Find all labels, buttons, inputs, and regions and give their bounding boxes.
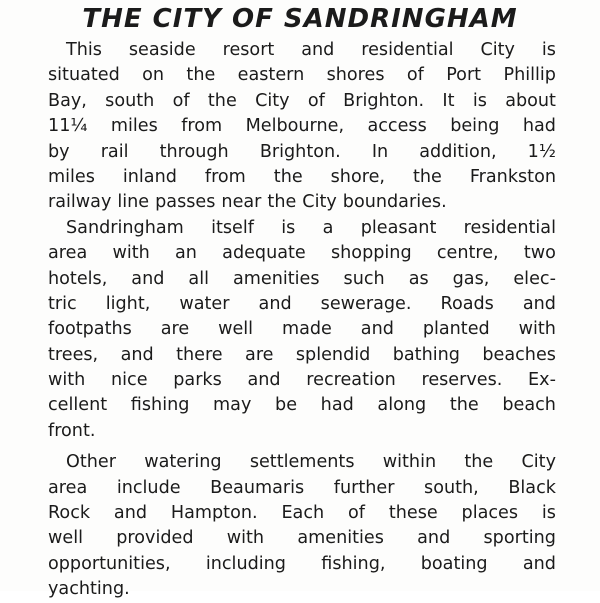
text-line [48, 216, 556, 241]
word: within [382, 452, 437, 473]
word: addition, [419, 141, 497, 162]
word: shores [326, 65, 385, 86]
text-line [48, 317, 556, 342]
word: is [472, 90, 487, 111]
text-line [48, 368, 556, 393]
word: inland [122, 166, 177, 187]
word: provided [116, 528, 194, 549]
word: south, [424, 477, 479, 498]
word: Each [281, 503, 325, 524]
word: residential [361, 40, 454, 60]
word: Hampton. [170, 503, 258, 524]
word: cellent [48, 395, 108, 416]
word: about [505, 90, 556, 111]
text-line [48, 343, 556, 368]
word: of [172, 90, 190, 111]
word: Brighton. [259, 141, 341, 162]
word: Ex- [528, 370, 556, 391]
word: by [48, 141, 70, 162]
word: along [377, 395, 427, 416]
word: fishing [130, 395, 190, 416]
word: yachting. [48, 579, 130, 600]
word: may [213, 395, 252, 416]
word: water [179, 293, 230, 314]
word: 11¼ [48, 116, 88, 137]
word: and [301, 40, 335, 60]
word: well [48, 528, 83, 549]
word: these [388, 503, 438, 524]
document-title: THE CITY OF SANDRINGHAM [82, 4, 518, 34]
word: bathing [392, 344, 460, 365]
word: and [247, 370, 281, 391]
word: beaches [482, 344, 556, 365]
word: had [522, 116, 556, 137]
text-line [48, 450, 556, 475]
word: all [188, 268, 209, 289]
word: the [273, 166, 303, 187]
word: resort [222, 40, 275, 60]
word: amenities [297, 528, 384, 549]
word: City [255, 90, 290, 111]
word: area [48, 477, 88, 498]
word: planted [422, 319, 490, 340]
word: well [218, 319, 254, 340]
word: Frankston [469, 166, 556, 187]
word: recreation [306, 370, 396, 391]
word: amenities [232, 268, 320, 289]
word: light, [105, 293, 151, 314]
word: with [112, 243, 150, 264]
word: and [417, 528, 451, 549]
word: are [245, 344, 274, 365]
word: line [117, 192, 150, 213]
word: and [120, 344, 154, 365]
word: of [348, 503, 365, 524]
word: on [142, 65, 165, 86]
word: miles [48, 166, 95, 187]
word: elec- [513, 268, 556, 289]
word: had [320, 395, 354, 416]
word: watering [144, 452, 222, 473]
word: hotels, [48, 268, 108, 289]
word: is [541, 503, 556, 524]
word: This [66, 40, 102, 60]
word: further [333, 477, 395, 498]
word: Melbourne, [245, 116, 345, 137]
text-line [48, 165, 556, 190]
word: boundaries. [342, 192, 447, 213]
text-line [48, 89, 556, 114]
word: railway [48, 192, 112, 213]
word: miles [110, 116, 158, 137]
word: parks [173, 370, 222, 391]
word: boating [420, 553, 488, 574]
text-line [48, 292, 556, 317]
word: In [371, 141, 389, 162]
word: from [204, 166, 246, 187]
word: Beaumaris [210, 477, 305, 498]
word: nice [111, 370, 148, 391]
word: there [176, 344, 223, 365]
word: the [464, 452, 494, 473]
word: tric [48, 293, 77, 314]
word: include [116, 477, 181, 498]
word: a [322, 217, 334, 238]
article-body [48, 38, 556, 603]
word: access [367, 116, 427, 137]
word: through [159, 141, 229, 162]
text-line [48, 476, 556, 501]
word: Bay, [48, 90, 87, 111]
word: from [181, 116, 223, 137]
word: such [343, 268, 385, 289]
word: trees, [48, 344, 99, 365]
word: Black [508, 477, 556, 498]
word: be [275, 395, 298, 416]
word: of [406, 65, 424, 86]
word: Phillip [503, 65, 556, 86]
word: Sandringham [66, 217, 184, 238]
word: adequate [222, 243, 306, 264]
word: with [48, 370, 86, 391]
word: Port [446, 65, 482, 86]
word: the [267, 192, 297, 213]
word: including [205, 553, 286, 574]
text-line [48, 419, 556, 444]
text-line [48, 140, 556, 165]
text-line [48, 63, 556, 88]
word: shopping [330, 243, 412, 264]
word: with [518, 319, 556, 340]
word: and [258, 293, 292, 314]
word: gas, [452, 268, 490, 289]
word: and [360, 319, 394, 340]
word: an [175, 243, 197, 264]
text-line [48, 38, 556, 63]
word: places [461, 503, 519, 524]
word: 1½ [527, 141, 556, 162]
text-line [48, 501, 556, 526]
word: sewerage. [320, 293, 412, 314]
word: City [480, 40, 515, 60]
text-line [48, 393, 556, 418]
word: City [302, 192, 337, 213]
word: rail [100, 141, 129, 162]
word: front. [48, 420, 96, 441]
text-line [48, 190, 556, 215]
word: of [307, 90, 325, 111]
word: is [541, 40, 556, 60]
word: being [450, 116, 500, 137]
word: splendid [295, 344, 371, 365]
text-line [48, 267, 556, 292]
word: It [442, 90, 455, 111]
word: centre, [436, 243, 499, 264]
word: opportunities, [48, 553, 171, 574]
word: two [523, 243, 556, 264]
word: area [48, 243, 88, 264]
word: Rock [48, 503, 91, 524]
word: south [105, 90, 155, 111]
word: and [131, 268, 165, 289]
word: as [408, 268, 429, 289]
text-line [48, 552, 556, 577]
word: settlements [249, 452, 355, 473]
word: and [113, 503, 148, 524]
word: seaside [128, 40, 196, 60]
text-line [48, 114, 556, 139]
word: pleasant [360, 217, 437, 238]
word: passes [155, 192, 216, 213]
word: the [207, 90, 237, 111]
word: Other [66, 452, 116, 473]
word: situated [48, 65, 120, 86]
word: City [521, 452, 556, 473]
word: residential [463, 217, 556, 238]
word: fishing, [321, 553, 386, 574]
word: Roads [440, 293, 494, 314]
word: the [186, 65, 216, 86]
text-line [48, 526, 556, 551]
word: is [281, 217, 296, 238]
word: footpaths [48, 319, 132, 340]
text-line [48, 241, 556, 266]
word: Brighton. [343, 90, 425, 111]
word: and [522, 553, 556, 574]
word: sporting [483, 528, 556, 549]
word: beach [502, 395, 556, 416]
paragraph-2 [48, 216, 556, 445]
paragraph-3 [48, 450, 556, 602]
word: itself [211, 217, 254, 238]
word: and [522, 293, 556, 314]
word: near [221, 192, 262, 213]
paragraph-1 [48, 38, 556, 216]
word: reserves. [421, 370, 503, 391]
word: made [281, 319, 332, 340]
word: are [160, 319, 190, 340]
word: eastern [237, 65, 305, 86]
word: shore, [330, 166, 385, 187]
word: with [226, 528, 265, 549]
text-line [48, 577, 556, 602]
word: the [412, 166, 442, 187]
word: the [449, 395, 479, 416]
